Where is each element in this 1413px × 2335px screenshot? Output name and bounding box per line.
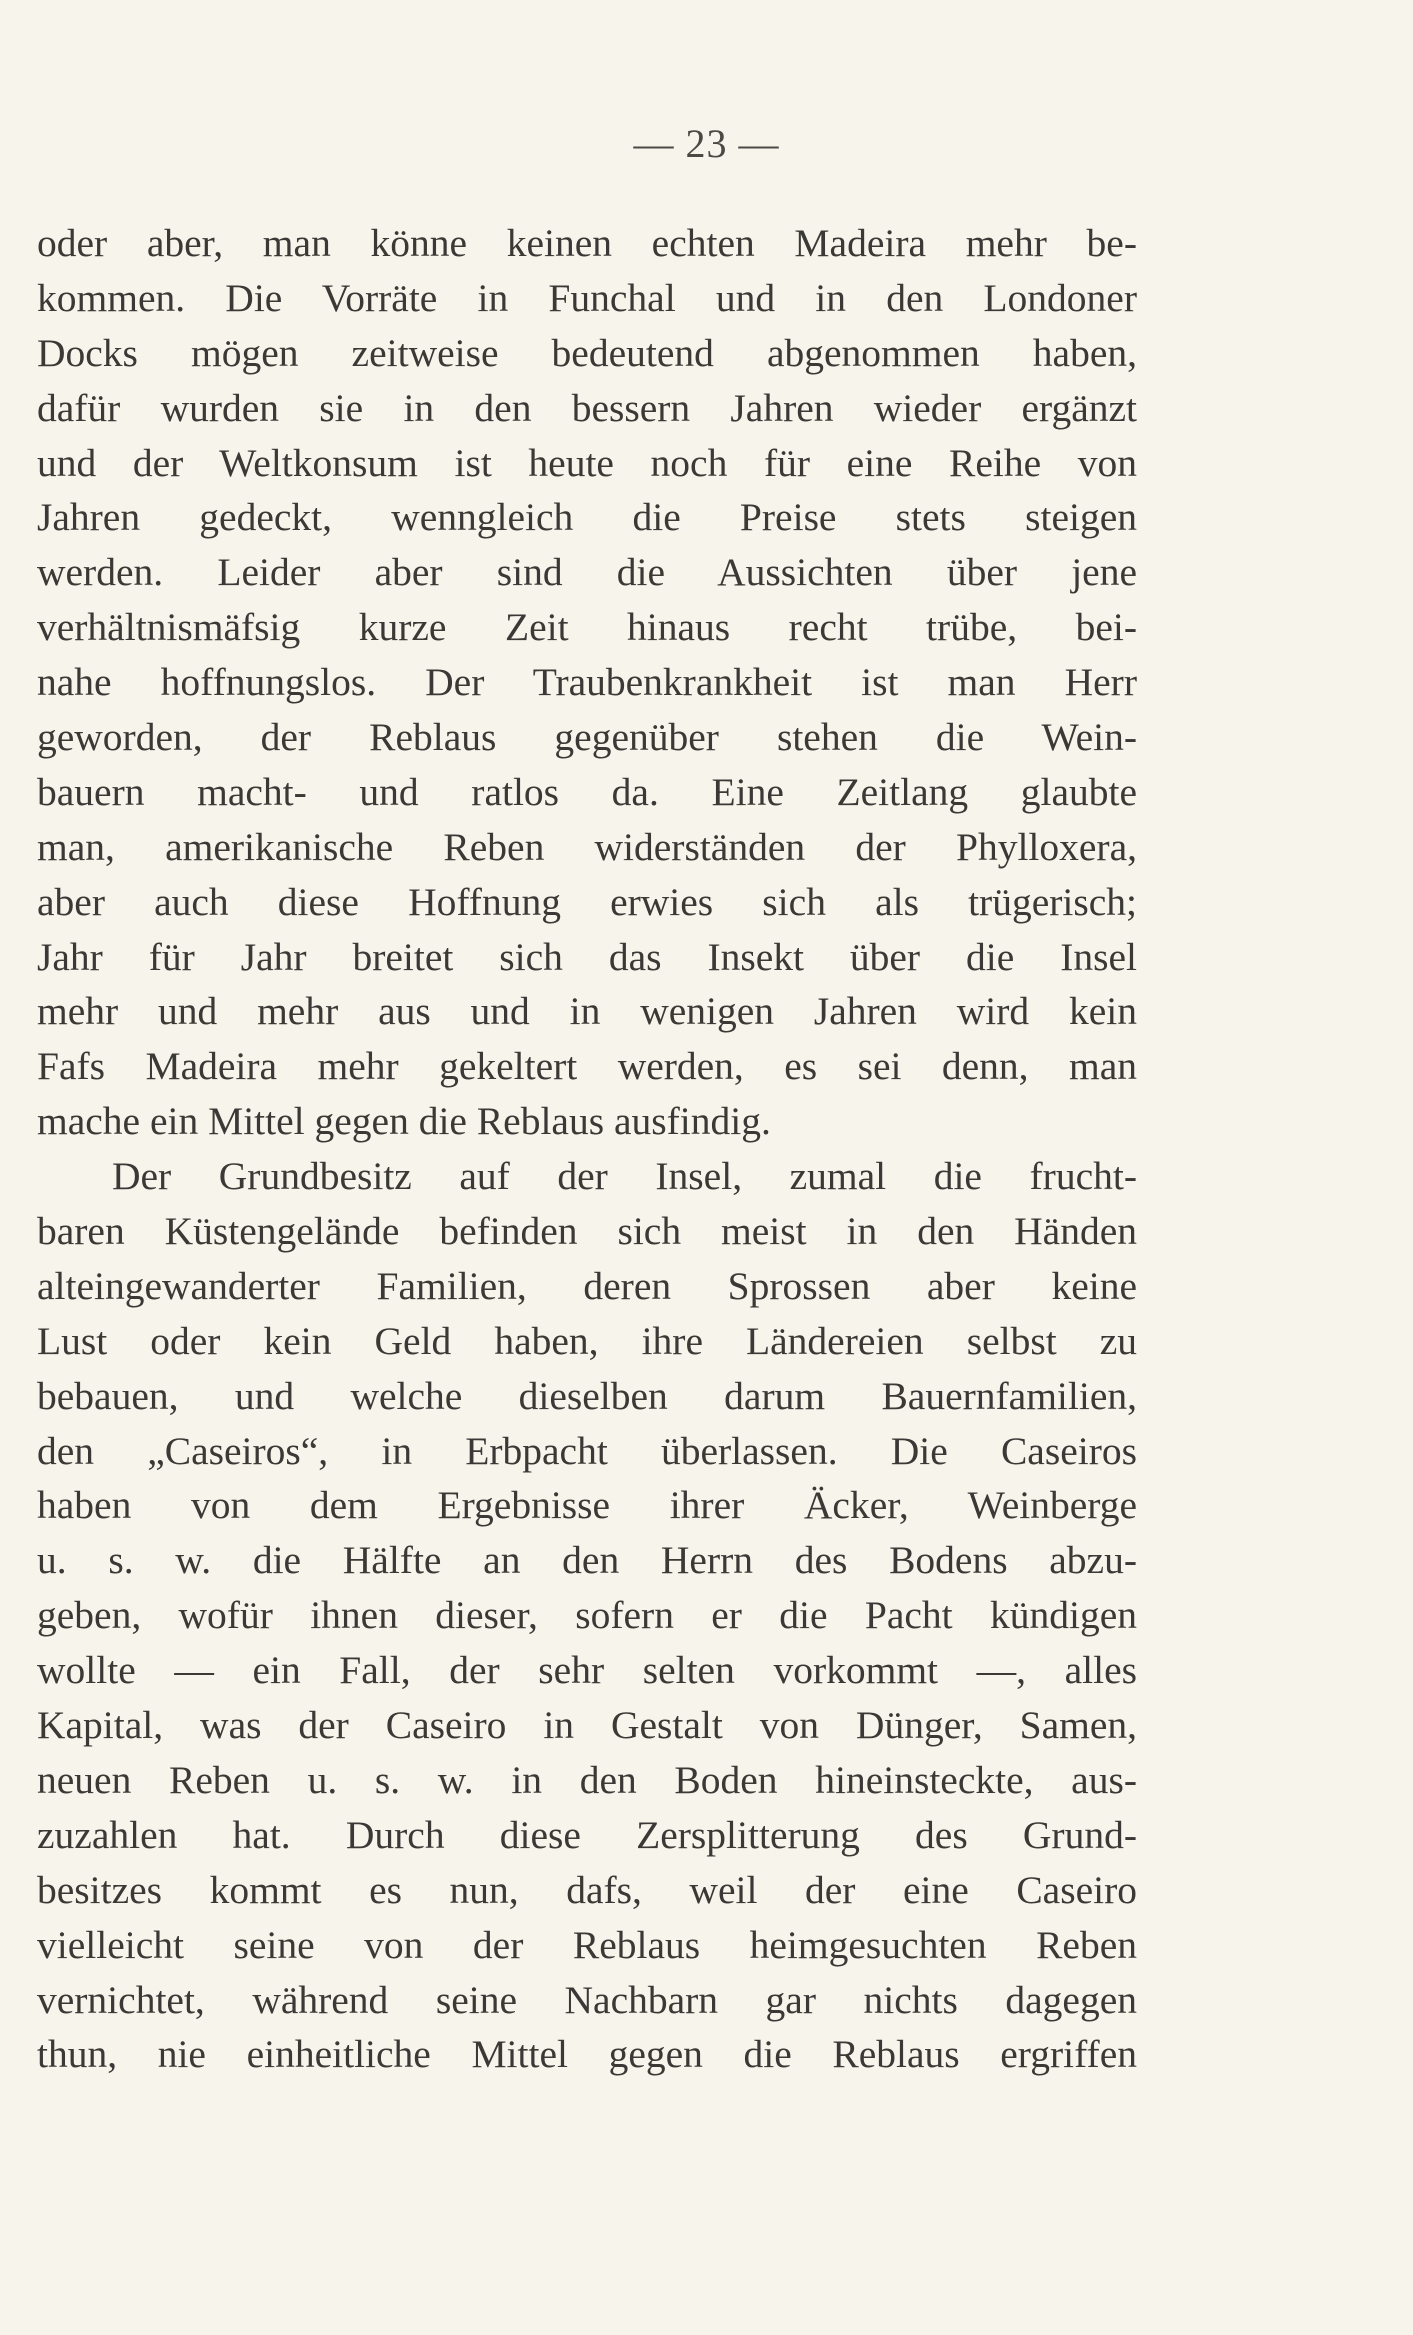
text-line: bauern macht- und ratlos da. Eine Zeitlang glaubte [37,769,1137,814]
text-line: geworden, der Reblaus gegenüber stehen die Wein- [37,715,1137,760]
text-line: man, amerikanische Reben widerständen der Phylloxera, [37,824,1137,869]
text-line: vielleicht seine von der Reblaus heimgesuchten Reben [37,1922,1137,1967]
text-line: den „Caseiros“, in Erbpacht überlassen. Die Caseiros [37,1428,1137,1473]
text-line: werden. Leider aber sind die Aussichten über jene [37,550,1137,595]
text-line: Lust oder kein Geld haben, ihre Ländereien selbst zu [37,1318,1137,1363]
text-line: besitzes kommt es nun, dafs, weil der eine Caseiro [37,1867,1137,1912]
text-line: verhältnismäfsig kurze Zeit hinaus recht trübe, bei- [37,605,1137,650]
text-line: alteingewanderter Familien, deren Sprossen aber keine [37,1263,1137,1308]
text-line: bebauen, und welche dieselben darum Bauernfamilien, [37,1373,1137,1418]
text-line: baren Küstengelände befinden sich meist in den Händen [37,1209,1137,1254]
paragraph-start-line: Der Grundbesitz auf der Insel, zumal die frucht- [112,1154,1137,1199]
text-line: oder aber, man könne keinen echten Madeira mehr be- [37,221,1137,265]
text-line: wollte — ein Fall, der sehr selten vorkommt —, alles [37,1648,1137,1693]
text-line: dafür wurden sie in den bessern Jahren wieder ergänzt [37,385,1137,430]
text-line: haben von dem Ergebnisse ihrer Äcker, Weinberge [37,1483,1137,1528]
text-line: vernichtet, während seine Nachbarn gar nichts dagegen [37,1977,1137,2022]
text-line: neuen Reben u. s. w. in den Boden hineinsteckte, aus- [37,1757,1137,1802]
text-line: Kapital, was der Caseiro in Gestalt von Dünger, Samen, [37,1703,1137,1748]
page-number: — 23 — [633,121,780,166]
text-line: Fafs Madeira mehr gekeltert werden, es sei denn, man [37,1044,1137,1089]
text-line: zuzahlen hat. Durch diese Zersplitterung des Grund- [37,1812,1137,1857]
paragraph-end-line: mache ein Mittel gegen die Reblaus ausfindig. [37,1099,771,1144]
body-text [37,216,1137,2082]
text-line: mehr und mehr aus und in wenigen Jahren wird kein [37,989,1137,1034]
text-line: aber auch diese Hoffnung erwies sich als trügerisch; [37,879,1137,924]
text-line: und der Weltkonsum ist heute noch für eine Reihe von [37,440,1137,485]
text-line: nahe hoffnungslos. Der Traubenkrankheit ist man Herr [37,660,1137,705]
text-line: thun, nie einheitliche Mittel gegen die Reblaus ergriffen [37,2032,1137,2077]
text-line: geben, wofür ihnen dieser, sofern er die Pacht kündigen [37,1593,1137,1638]
text-line: kommen. Die Vorräte in Funchal und in den Londoner [37,275,1137,320]
text-line: u. s. w. die Hälfte an den Herrn des Bodens abzu- [37,1538,1137,1583]
text-line: Docks mögen zeitweise bedeutend abgenommen haben, [37,330,1137,375]
text-line: Jahren gedeckt, wenngleich die Preise stets steigen [37,495,1137,540]
text-line: Jahr für Jahr breitet sich das Insekt über die Insel [37,934,1137,979]
